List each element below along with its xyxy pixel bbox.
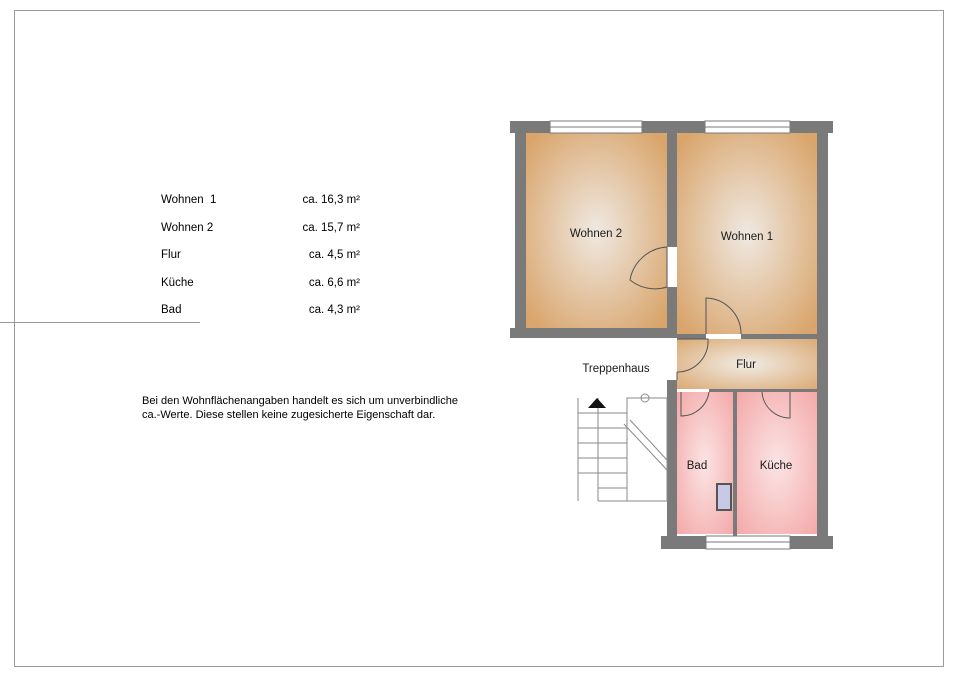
area-row-kueche: [160, 273, 360, 301]
area-table-underline: [0, 322, 200, 323]
area-table: [160, 190, 360, 328]
room-label-wohnen1: Wohnen 1: [720, 231, 774, 243]
area-value: ca. 4,3 m²: [308, 304, 360, 316]
area-name: Wohnen 2: [161, 221, 214, 234]
disclaimer-line: ca.-Werte. Diese stellen keine zugesicherte Eigenschaft dar.: [142, 409, 436, 421]
area-value: ca. 6,6 m²: [308, 276, 360, 289]
floor-plan: [505, 118, 841, 554]
area-row-wohnen2: [160, 218, 360, 246]
area-row-bad: [160, 300, 360, 328]
stair-direction-arrow-icon: [588, 398, 606, 408]
area-value: ca. 16,3 m²: [302, 194, 360, 206]
area-name: Bad: [161, 304, 182, 316]
staircase: [578, 394, 667, 501]
room-label-wohnen2: Wohnen 2: [569, 228, 623, 240]
area-value: ca. 15,7 m²: [302, 221, 360, 234]
area-name: Flur: [161, 249, 181, 261]
disclaimer: [142, 394, 502, 422]
area-value: ca. 4,5 m²: [308, 249, 360, 261]
area-row-wohnen1: [160, 190, 360, 218]
room-label-flur: Flur: [736, 359, 756, 371]
room-label-treppenhaus: Treppenhaus: [582, 363, 650, 375]
area-row-flur: [160, 245, 360, 273]
area-name: Wohnen 1: [161, 194, 217, 206]
room-label-kueche: Küche: [759, 460, 793, 472]
area-name: Küche: [161, 276, 194, 289]
vent-shaft: [717, 484, 731, 510]
room-label-bad: Bad: [686, 460, 708, 472]
disclaimer-line: Bei den Wohnflächenangaben handelt es sich um unverbindliche: [142, 395, 458, 407]
